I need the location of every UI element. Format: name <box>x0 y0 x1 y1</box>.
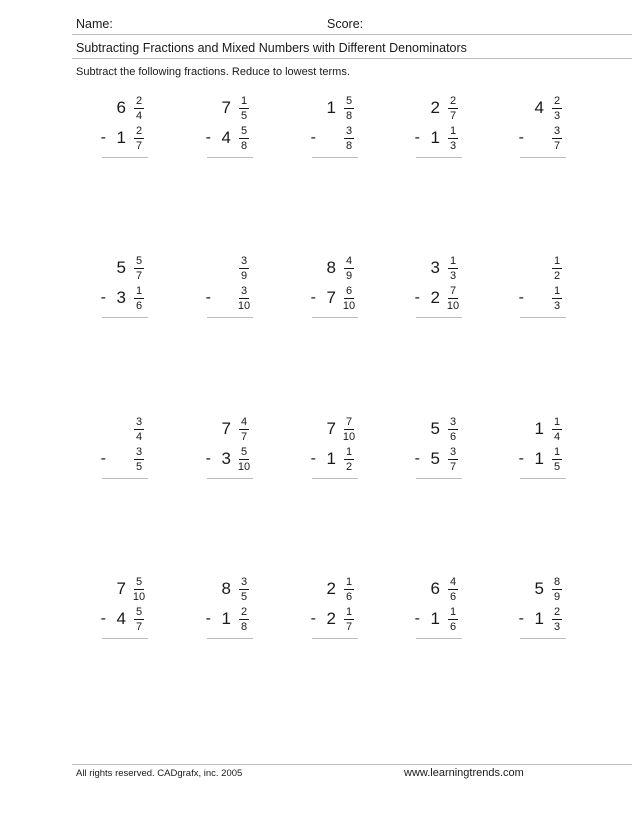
whole-number: 4 <box>116 609 126 628</box>
answer-line <box>416 478 462 479</box>
fraction <box>340 95 358 122</box>
fraction <box>235 95 253 122</box>
denominator: 3 <box>553 299 561 312</box>
denominator: 3 <box>449 269 457 282</box>
denominator: 7 <box>135 269 143 282</box>
denominator: 9 <box>240 269 248 282</box>
minus-sign: - <box>310 450 316 467</box>
fraction <box>444 576 462 603</box>
numerator: 2 <box>240 605 248 618</box>
denominator: 5 <box>240 590 248 603</box>
numerator: 1 <box>449 605 457 618</box>
whole-number: 5 <box>116 258 126 277</box>
denominator: 7 <box>553 139 561 152</box>
fraction <box>130 446 148 473</box>
answer-line <box>207 638 253 639</box>
fraction <box>340 285 358 312</box>
fraction <box>235 606 253 633</box>
minuend <box>544 255 566 281</box>
numerator: 5 <box>135 605 143 618</box>
subtraction-problem <box>402 255 462 335</box>
subtrahend <box>100 284 148 312</box>
denominator: 8 <box>240 620 248 633</box>
subtraction-problem <box>193 255 253 335</box>
numerator: 2 <box>553 605 561 618</box>
subtrahend <box>310 445 358 473</box>
minuend <box>431 416 462 442</box>
fraction <box>235 446 253 473</box>
footer-rule <box>72 764 632 765</box>
denominator: 3 <box>449 139 457 152</box>
denominator: 8 <box>345 139 353 152</box>
whole-number: 8 <box>326 258 336 277</box>
subtraction-problem <box>506 95 566 175</box>
subtrahend <box>518 124 566 152</box>
numerator: 3 <box>135 445 143 458</box>
denominator: 7 <box>449 109 457 122</box>
fraction <box>130 285 148 312</box>
subtraction-problem <box>193 576 253 656</box>
fraction <box>548 125 566 152</box>
subtrahend <box>414 605 462 633</box>
subtraction-problem <box>88 255 148 335</box>
numerator: 3 <box>345 124 353 137</box>
whole-number: 2 <box>326 609 336 628</box>
denominator: 3 <box>553 109 561 122</box>
subtrahend <box>518 284 566 312</box>
whole-number: 2 <box>430 98 440 117</box>
whole-number: 1 <box>534 419 544 438</box>
fraction <box>235 576 253 603</box>
whole-number: 1 <box>430 128 440 147</box>
whole-number: 3 <box>430 258 440 277</box>
fraction <box>130 606 148 633</box>
numerator: 3 <box>449 415 457 428</box>
whole-number: 7 <box>326 419 336 438</box>
numerator: 5 <box>240 124 248 137</box>
denominator: 10 <box>237 460 251 473</box>
whole-number: 1 <box>534 609 544 628</box>
numerator: 1 <box>240 94 248 107</box>
denominator: 7 <box>240 430 248 443</box>
minuend <box>117 576 148 602</box>
denominator: 7 <box>135 139 143 152</box>
answer-line <box>520 157 566 158</box>
denominator: 8 <box>240 139 248 152</box>
subtraction-problem <box>506 576 566 656</box>
minus-sign: - <box>310 610 316 627</box>
subtraction-problem <box>88 576 148 656</box>
minuend <box>222 95 253 121</box>
minus-sign: - <box>414 610 420 627</box>
numerator: 1 <box>449 124 457 137</box>
fraction <box>548 416 566 443</box>
header-rule-top <box>72 34 632 35</box>
minuend <box>126 416 148 442</box>
minuend <box>327 95 358 121</box>
subtrahend <box>414 124 462 152</box>
minus-sign: - <box>518 450 524 467</box>
fraction <box>340 125 358 152</box>
fraction <box>235 416 253 443</box>
numerator: 1 <box>345 605 353 618</box>
whole-number: 2 <box>326 579 336 598</box>
answer-line <box>102 157 148 158</box>
denominator: 2 <box>345 460 353 473</box>
subtraction-problem <box>402 95 462 175</box>
subtraction-problem <box>298 255 358 335</box>
minus-sign: - <box>100 450 106 467</box>
answer-line <box>416 638 462 639</box>
score-label: Score: <box>327 17 364 31</box>
numerator: 3 <box>135 415 143 428</box>
numerator: 5 <box>135 254 143 267</box>
denominator: 7 <box>345 620 353 633</box>
whole-number: 6 <box>430 579 440 598</box>
whole-number: 1 <box>534 449 544 468</box>
minus-sign: - <box>414 289 420 306</box>
numerator: 2 <box>553 94 561 107</box>
fraction <box>130 416 148 443</box>
subtrahend <box>518 445 566 473</box>
denominator: 6 <box>135 299 143 312</box>
denominator: 4 <box>135 430 143 443</box>
whole-number: 1 <box>430 609 440 628</box>
minus-sign: - <box>414 129 420 146</box>
numerator: 3 <box>449 445 457 458</box>
numerator: 1 <box>553 445 561 458</box>
subtrahend <box>310 284 358 312</box>
numerator: 1 <box>449 254 457 267</box>
minuend <box>222 416 253 442</box>
fraction <box>548 576 566 603</box>
fraction <box>548 255 566 282</box>
subtrahend <box>205 124 253 152</box>
whole-number: 1 <box>116 128 126 147</box>
fraction <box>444 125 462 152</box>
numerator: 7 <box>449 284 457 297</box>
denominator: 6 <box>449 590 457 603</box>
whole-number: 8 <box>221 579 231 598</box>
minuend <box>431 255 462 281</box>
minus-sign: - <box>100 610 106 627</box>
minuend <box>117 95 148 121</box>
answer-line <box>207 478 253 479</box>
answer-line <box>416 317 462 318</box>
denominator: 7 <box>135 620 143 633</box>
fraction <box>340 606 358 633</box>
numerator: 2 <box>449 94 457 107</box>
whole-number: 1 <box>326 449 336 468</box>
minuend <box>535 416 566 442</box>
whole-number: 2 <box>430 288 440 307</box>
fraction <box>548 606 566 633</box>
numerator: 7 <box>345 415 353 428</box>
fraction <box>130 255 148 282</box>
minuend <box>117 255 148 281</box>
footer-website: www.learningtrends.com <box>404 767 524 779</box>
subtrahend <box>518 605 566 633</box>
minus-sign: - <box>100 129 106 146</box>
subtraction-problem <box>298 416 358 496</box>
minus-sign: - <box>518 129 524 146</box>
answer-line <box>312 478 358 479</box>
minus-sign: - <box>310 129 316 146</box>
denominator: 10 <box>446 299 460 312</box>
denominator: 5 <box>553 460 561 473</box>
fraction <box>235 285 253 312</box>
subtrahend <box>100 445 148 473</box>
denominator: 10 <box>132 590 146 603</box>
name-label: Name: <box>76 17 113 31</box>
subtraction-problem <box>402 576 462 656</box>
numerator: 5 <box>135 575 143 588</box>
subtrahend <box>100 605 148 633</box>
minus-sign: - <box>100 289 106 306</box>
numerator: 4 <box>449 575 457 588</box>
whole-number: 1 <box>326 98 336 117</box>
fraction <box>444 95 462 122</box>
denominator: 9 <box>553 590 561 603</box>
denominator: 6 <box>449 430 457 443</box>
subtrahend <box>414 284 462 312</box>
numerator: 1 <box>553 284 561 297</box>
whole-number: 1 <box>221 609 231 628</box>
whole-number: 6 <box>116 98 126 117</box>
subtraction-problem <box>298 576 358 656</box>
subtrahend <box>100 124 148 152</box>
denominator: 6 <box>449 620 457 633</box>
instructions-text: Subtract the following fractions. Reduce to lowest terms. <box>76 66 350 78</box>
subtraction-problem <box>88 95 148 175</box>
answer-line <box>520 638 566 639</box>
fraction <box>444 285 462 312</box>
minuend <box>431 576 462 602</box>
worksheet-subtitle: Subtracting Fractions and Mixed Numbers with Different Denominators <box>76 41 467 55</box>
numerator: 5 <box>240 445 248 458</box>
fraction <box>130 125 148 152</box>
fraction <box>444 446 462 473</box>
whole-number: 3 <box>221 449 231 468</box>
whole-number: 7 <box>326 288 336 307</box>
denominator: 7 <box>449 460 457 473</box>
numerator: 3 <box>240 575 248 588</box>
whole-number: 5 <box>430 449 440 468</box>
minuend <box>535 576 566 602</box>
subtraction-problem <box>193 95 253 175</box>
answer-line <box>312 638 358 639</box>
fraction <box>548 285 566 312</box>
minuend <box>222 576 253 602</box>
subtraction-problem <box>402 416 462 496</box>
numerator: 4 <box>240 415 248 428</box>
denominator: 10 <box>342 299 356 312</box>
subtrahend <box>205 445 253 473</box>
denominator: 10 <box>237 299 251 312</box>
denominator: 4 <box>135 109 143 122</box>
fraction <box>340 576 358 603</box>
fraction <box>130 95 148 122</box>
denominator: 8 <box>345 109 353 122</box>
minus-sign: - <box>414 450 420 467</box>
subtrahend <box>310 124 358 152</box>
fraction <box>444 255 462 282</box>
numerator: 3 <box>553 124 561 137</box>
minus-sign: - <box>518 289 524 306</box>
subtraction-problem <box>506 416 566 496</box>
answer-line <box>207 317 253 318</box>
numerator: 1 <box>553 254 561 267</box>
whole-number: 4 <box>534 98 544 117</box>
whole-number: 7 <box>116 579 126 598</box>
subtrahend <box>205 605 253 633</box>
minus-sign: - <box>205 289 211 306</box>
fraction <box>340 446 358 473</box>
minuend <box>327 255 358 281</box>
minuend <box>431 95 462 121</box>
subtrahend <box>414 445 462 473</box>
fraction <box>235 255 253 282</box>
minuend <box>535 95 566 121</box>
denominator: 4 <box>553 430 561 443</box>
fraction <box>130 576 148 603</box>
answer-line <box>102 638 148 639</box>
subtraction-problem <box>506 255 566 335</box>
denominator: 5 <box>135 460 143 473</box>
denominator: 9 <box>345 269 353 282</box>
minus-sign: - <box>205 610 211 627</box>
whole-number: 7 <box>221 419 231 438</box>
denominator: 3 <box>553 620 561 633</box>
answer-line <box>520 478 566 479</box>
answer-line <box>416 157 462 158</box>
numerator: 2 <box>135 94 143 107</box>
fraction <box>340 416 358 443</box>
fraction <box>340 255 358 282</box>
answer-line <box>207 157 253 158</box>
header-rule-bottom <box>72 58 632 59</box>
answer-line <box>312 157 358 158</box>
denominator: 5 <box>240 109 248 122</box>
denominator: 6 <box>345 590 353 603</box>
whole-number: 7 <box>221 98 231 117</box>
numerator: 3 <box>240 254 248 267</box>
subtrahend <box>310 605 358 633</box>
fraction <box>548 95 566 122</box>
minus-sign: - <box>205 450 211 467</box>
numerator: 1 <box>345 445 353 458</box>
minus-sign: - <box>310 289 316 306</box>
whole-number: 3 <box>116 288 126 307</box>
subtrahend <box>205 284 253 312</box>
fraction <box>548 446 566 473</box>
fraction <box>444 416 462 443</box>
numerator: 1 <box>553 415 561 428</box>
answer-line <box>102 317 148 318</box>
whole-number: 5 <box>534 579 544 598</box>
numerator: 6 <box>345 284 353 297</box>
subtraction-problem <box>298 95 358 175</box>
denominator: 2 <box>553 269 561 282</box>
numerator: 1 <box>345 575 353 588</box>
whole-number: 4 <box>221 128 231 147</box>
answer-line <box>312 317 358 318</box>
numerator: 4 <box>345 254 353 267</box>
answer-line <box>520 317 566 318</box>
whole-number: 5 <box>430 419 440 438</box>
denominator: 10 <box>342 430 356 443</box>
minus-sign: - <box>518 610 524 627</box>
numerator: 3 <box>240 284 248 297</box>
numerator: 8 <box>553 575 561 588</box>
numerator: 1 <box>135 284 143 297</box>
fraction <box>444 606 462 633</box>
minuend <box>327 576 358 602</box>
footer-copyright: All rights reserved. CADgrafx, inc. 2005 <box>76 768 243 779</box>
subtraction-problem <box>88 416 148 496</box>
numerator: 5 <box>345 94 353 107</box>
minuend <box>327 416 358 442</box>
subtraction-problem <box>193 416 253 496</box>
fraction <box>235 125 253 152</box>
minuend <box>231 255 253 281</box>
minus-sign: - <box>205 129 211 146</box>
numerator: 2 <box>135 124 143 137</box>
answer-line <box>102 478 148 479</box>
